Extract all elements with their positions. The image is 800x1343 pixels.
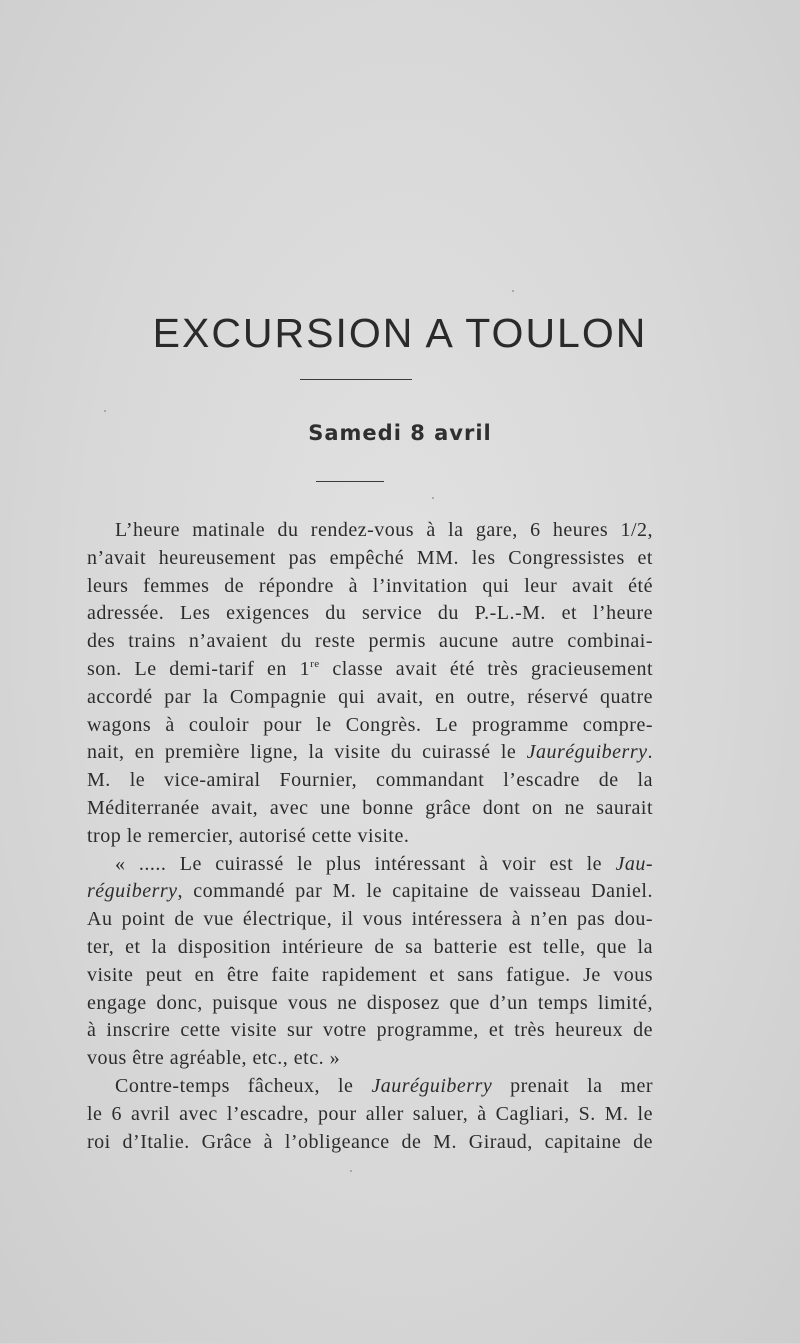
text-line: le 6 avril avec l’escadre, pour aller saluer, à Cagliari, S. M. le xyxy=(87,1102,653,1125)
text-line: Méditerranée avait, avec une bonne grâce dont on ne saurait xyxy=(87,796,653,819)
text-line: son. Le demi-tarif en 1re classe avait été très gracieusement xyxy=(87,657,653,680)
text-line: nait, en première ligne, la visite du cuirassé le Jauréguiberry. xyxy=(87,741,653,764)
title-rule xyxy=(300,379,412,380)
text-line: accordé par la Compagnie qui avait, en outre, réservé quatre xyxy=(87,685,653,708)
text-line: L’heure matinale du rendez-vous à la gare, 6 heures 1/2, xyxy=(115,519,653,541)
text-line: Au point de vue électrique, il vous intéressera à n’en pas dou- xyxy=(87,908,653,931)
paper-speck xyxy=(432,497,434,499)
body-text xyxy=(87,517,653,1156)
text-line: visite peut en être faite rapidement et sans fatigue. Je vous xyxy=(87,963,653,986)
text-line: trop le remercier, autorisé cette visite. xyxy=(87,824,410,847)
text-line: M. le vice-amiral Fournier, commandant l’escadre de la xyxy=(87,769,653,792)
text-line: « ..... Le cuirassé le plus intéressant à voir est le Jau- xyxy=(115,852,653,875)
text-line: à inscrire cette visite sur votre programme, et très heureux de xyxy=(87,1019,653,1042)
text-line: des trains n’avaient du reste permis aucune autre combinai- xyxy=(87,630,653,653)
text-line: réguiberry, commandé par M. le capitaine de vaisseau Daniel. xyxy=(87,880,653,903)
text-line: ter, et la disposition intérieure de sa batterie est telle, que la xyxy=(87,935,653,958)
text-line: engage donc, puisque vous ne disposez que d’un temps limité, xyxy=(87,991,653,1014)
page-title: EXCURSION A TOULON xyxy=(152,310,648,356)
text-line: adressée. Les exigences du service du P.-L.-M. et l’heure xyxy=(87,602,653,625)
text-line: roi d’Italie. Grâce à l’obligeance de M. Giraud, capitaine de xyxy=(87,1130,653,1153)
section-date: Samedi 8 avril xyxy=(308,421,492,445)
text-line: leurs femmes de répondre à l’invitation qui leur avait été xyxy=(87,574,653,597)
date-rule xyxy=(316,481,384,482)
text-line: n’avait heureusement pas empêché MM. les Congressistes et xyxy=(87,546,653,569)
text-line: vous être agréable, etc., etc. » xyxy=(87,1047,341,1070)
text-line: Contre-temps fâcheux, le Jauréguiberry prenait la mer xyxy=(115,1074,654,1097)
text-line: wagons à couloir pour le Congrès. Le programme compre- xyxy=(87,713,653,736)
paper-speck xyxy=(350,1170,352,1172)
paper-speck xyxy=(512,290,514,292)
paper-speck xyxy=(104,410,106,412)
